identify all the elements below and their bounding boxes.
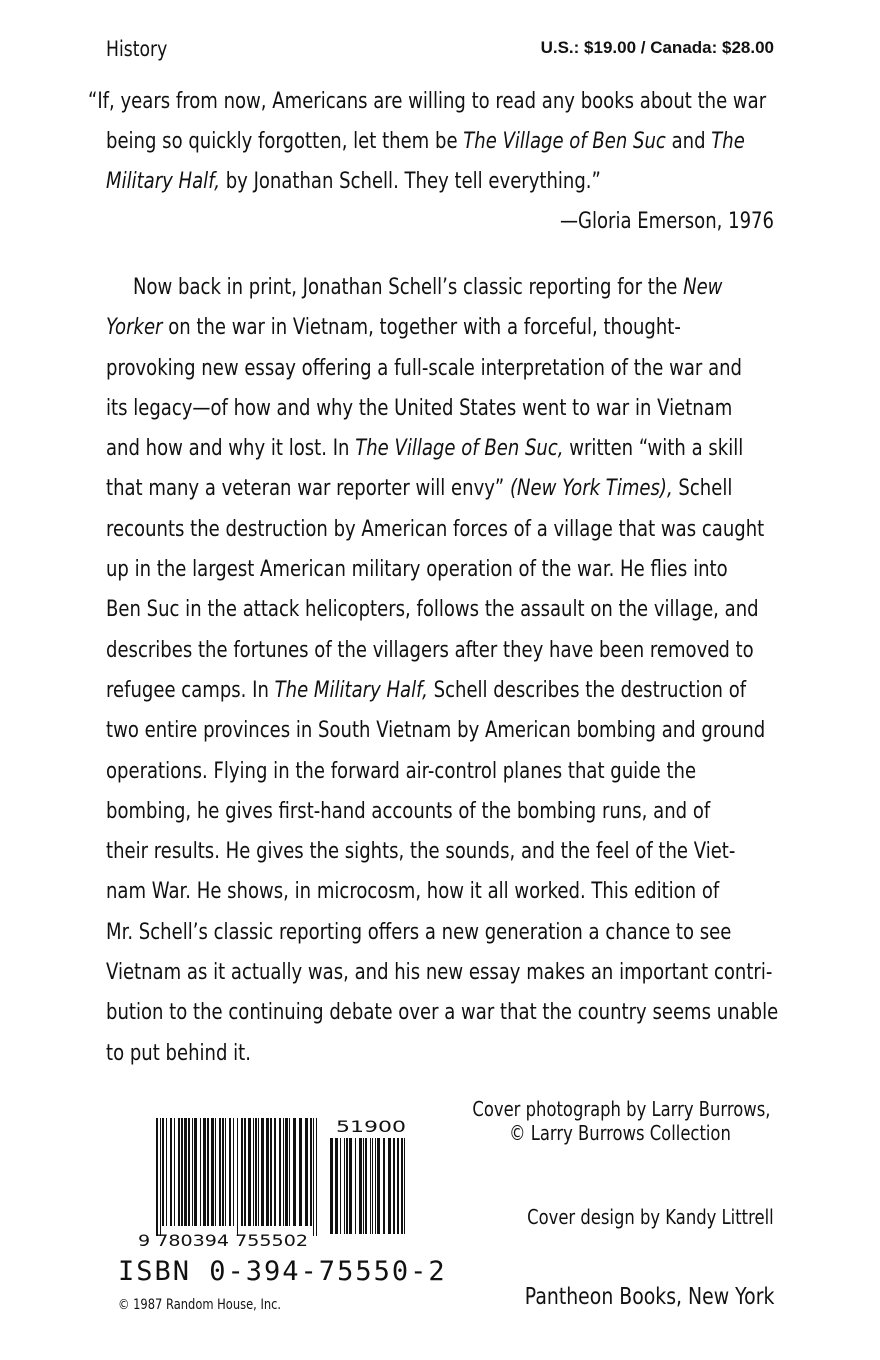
barcode-bar: [194, 1118, 197, 1226]
category-label: History: [106, 37, 168, 61]
barcode-bar: [375, 1138, 376, 1234]
book-title: The Military Half,: [274, 677, 428, 703]
barcode-bar: [255, 1118, 257, 1226]
barcode-bar: [270, 1118, 272, 1226]
barcode-bar: [258, 1118, 259, 1226]
barcode-bar: [261, 1118, 264, 1226]
barcode-bar: [330, 1138, 333, 1234]
barcode-bar: [222, 1118, 224, 1226]
description-line: bution to the continuing debate over a war that the country seems unable: [106, 1000, 779, 1026]
quote-attribution: —Gloria Emerson, 1976: [559, 209, 774, 234]
barcode-bar: [188, 1118, 190, 1226]
publication-title: Yorker: [106, 315, 163, 341]
barcode-bar: [310, 1118, 312, 1226]
barcode-bar: [363, 1138, 364, 1234]
barcode-bar: [316, 1118, 317, 1236]
barcode-bar: [241, 1118, 243, 1226]
barcode-bar: [184, 1118, 187, 1226]
barcode-bar: [289, 1118, 290, 1226]
barcode-bar: [359, 1138, 362, 1234]
book-title: Military Half,: [106, 169, 220, 194]
barcode-bar: [404, 1138, 405, 1234]
book-title: The: [711, 129, 745, 154]
barcode-bar: [207, 1118, 209, 1226]
barcode-bar: [388, 1138, 391, 1234]
book-title: The Village of Ben Suc: [463, 129, 666, 154]
barcode-bar: [215, 1118, 216, 1226]
barcode-bar: [170, 1118, 172, 1226]
description-line: its legacy—of how and why the United States went to war in Vietnam: [106, 395, 733, 421]
barcode-bar: [313, 1118, 314, 1236]
barcode: [130, 1112, 420, 1252]
description-line: Yorker on the war in Vietnam, together with a forceful, thought-: [106, 315, 681, 341]
barcode-bar: [229, 1118, 231, 1226]
description-line: bombing, he gives first-hand accounts of the bombing runs, and of: [106, 798, 711, 824]
barcode-bar: [372, 1138, 373, 1234]
barcode-bar: [160, 1118, 161, 1236]
description-line: Now back in print, Jonathan Schell’s classic reporting for the New: [133, 275, 723, 300]
barcode-bar: [162, 1118, 164, 1226]
barcode-bar: [365, 1138, 367, 1234]
barcode-bar: [285, 1118, 288, 1226]
barcode-bar: [355, 1138, 356, 1234]
barcode-bar: [156, 1118, 158, 1236]
barcode-bar: [344, 1138, 345, 1234]
barcode-bar: [383, 1138, 385, 1234]
barcode-main-digits: 9 780394 755502: [138, 1231, 308, 1250]
quote-line: “If, years from now, Americans are willing to read any books about the war: [88, 89, 767, 114]
barcode-bar: [401, 1138, 403, 1234]
barcode-bar: [178, 1118, 180, 1226]
barcode-bar: [397, 1138, 399, 1234]
description-line: operations. Flying in the forward air-control planes that guide the: [106, 758, 697, 784]
barcode-bar: [346, 1138, 348, 1234]
quote-block: [88, 82, 880, 202]
photo-credit-line: © Larry Burrows Collection: [509, 1121, 731, 1145]
barcode-bars: [156, 1118, 317, 1236]
barcode-bar: [219, 1118, 221, 1226]
description-line: describes the fortunes of the villagers after they have been removed to: [106, 637, 754, 663]
barcode-bar: [305, 1118, 308, 1226]
barcode-bar: [299, 1118, 302, 1226]
barcode-bar: [377, 1138, 380, 1234]
barcode-bar: [203, 1118, 206, 1226]
barcode-bar: [335, 1138, 338, 1234]
barcode-bar: [279, 1118, 281, 1226]
description-line: two entire provinces in South Vietnam by American bombing and ground: [106, 718, 766, 744]
photo-credit: [472, 1097, 771, 1145]
description-line: up in the largest American military operation of the war. He flies into: [106, 557, 728, 583]
description-line: Mr. Schell’s classic reporting offers a new generation a chance to see: [106, 919, 732, 945]
barcode-bar: [200, 1118, 201, 1226]
barcode-bar: [293, 1118, 296, 1226]
barcode-bar: [244, 1118, 246, 1226]
barcode-bar: [349, 1138, 352, 1234]
barcode-bar: [253, 1118, 254, 1226]
barcode-addon-digits: 51900: [336, 1117, 406, 1136]
description-line: their results. He gives the sights, the sounds, and the feel of the Viet-: [106, 839, 736, 865]
price-label: U.S.: $19.00 / Canada: $28.00: [540, 38, 774, 57]
description-line: to put behind it.: [106, 1040, 251, 1066]
description-line: provoking new essay offering a full-scale interpretation of the war and: [106, 355, 743, 381]
barcode-bar: [370, 1138, 371, 1234]
description-block: [106, 268, 880, 1074]
publisher-label: Pantheon Books, New York: [524, 1284, 774, 1310]
addon-barcode-bars: [330, 1138, 405, 1234]
description-line: Vietnam as it actually was, and his new essay makes an important contri-: [106, 960, 773, 986]
description-line: refugee camps. In The Military Half, Schell describes the destruction of: [106, 677, 747, 703]
barcode-bar: [225, 1118, 226, 1226]
description-line: recounts the destruction by American forces of a village that was caught: [106, 516, 765, 542]
quote-line: being so quickly forgotten, let them be The Village of Ben Suc and The: [106, 129, 745, 154]
design-credit: Cover design by Kandy Littrell: [527, 1205, 774, 1229]
publication-title: (New York Times),: [510, 476, 673, 502]
photo-credit-line: Cover photograph by Larry Burrows,: [472, 1097, 771, 1121]
description-line: and how and why it lost. In The Village of Ben Suc, written “with a skill: [106, 436, 744, 462]
publication-title: New: [683, 275, 723, 300]
barcode-bar: [340, 1138, 341, 1234]
barcode-bar: [233, 1118, 234, 1226]
description-line: that many a veteran war reporter will envy” (New York Times), Schell: [106, 476, 733, 502]
description-line: nam War. He shows, in microcosm, how it all worked. This edition of: [106, 879, 720, 905]
barcode-bar: [266, 1118, 269, 1226]
quote-line: Military Half, by Jonathan Schell. They tell everything.”: [106, 169, 601, 194]
copyright-notice: © 1987 Random House, Inc.: [118, 1297, 282, 1313]
barcode-bar: [283, 1118, 284, 1226]
isbn-text: ISBN 0-394-75550-2: [118, 1256, 447, 1287]
book-title: The Village of Ben Suc,: [355, 436, 564, 462]
barcode-bar: [237, 1118, 238, 1236]
barcode-bar: [211, 1118, 214, 1226]
barcode-bar: [174, 1118, 175, 1226]
barcode-bar: [181, 1118, 183, 1226]
barcode-bar: [393, 1138, 395, 1234]
description-line: Ben Suc in the attack helicopters, follows the assault on the village, and: [106, 597, 759, 623]
barcode-bar: [166, 1118, 167, 1226]
barcode-bar: [248, 1118, 251, 1226]
barcode-bar: [274, 1118, 276, 1226]
barcode-bar: [192, 1118, 193, 1226]
